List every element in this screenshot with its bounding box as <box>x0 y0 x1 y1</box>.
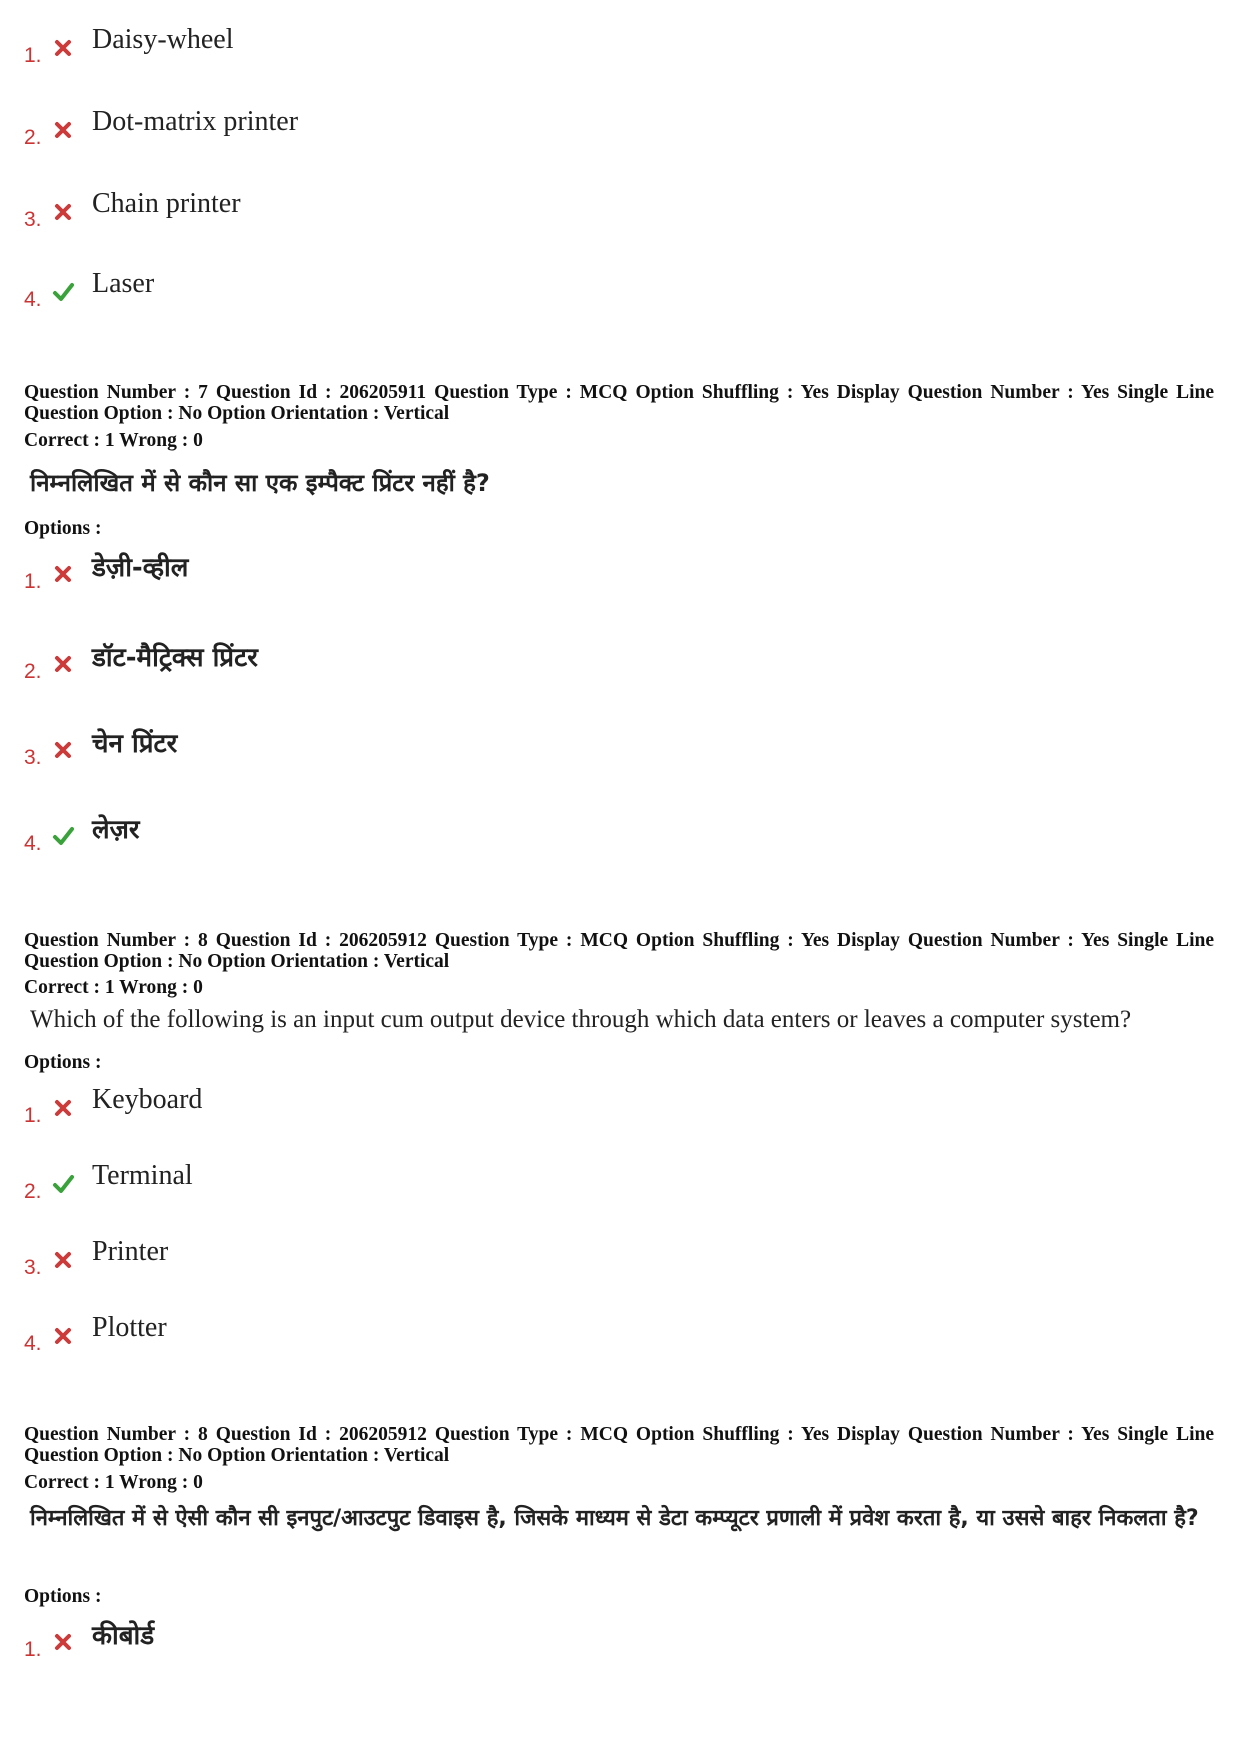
option-item <box>24 106 1204 152</box>
option-number: 1. <box>24 1104 42 1127</box>
options-label: Options : <box>24 518 102 539</box>
options-label: Options : <box>24 1052 102 1073</box>
check-icon <box>52 1173 74 1195</box>
cross-icon <box>52 119 74 141</box>
score-line: Correct : 1 Wrong : 0 <box>24 1472 203 1493</box>
option-number: 2. <box>24 660 42 683</box>
question-text: निम्नलिखित में से ऐसी कौन सी इनपुट/आउटपुट डिवाइस है, जिसके माध्यम से डेटा कम्प्यूटर प्रणाली में प्रवेश करता है, या उससे बाहर निकलता है? <box>30 1506 1199 1531</box>
question-meta: Question Number : 7 Question Id : 206205911 Question Type : MCQ Option Shuffling : Yes Display Question Number : Yes Single Line Question Option : No Option Orientation : Vertical <box>24 382 1214 424</box>
cross-icon <box>52 37 74 59</box>
check-icon <box>52 281 74 303</box>
check-icon <box>52 825 74 847</box>
option-text: Laser <box>92 268 155 299</box>
option-text: Keyboard <box>92 1084 203 1115</box>
option-text: Terminal <box>92 1160 193 1191</box>
option-item <box>24 1621 1204 1664</box>
option-text: कीबोर्ड <box>92 1621 155 1651</box>
option-text: डॉट-मैट्रिक्स प्रिंटर <box>92 643 258 673</box>
question-meta: Question Number : 8 Question Id : 206205912 Question Type : MCQ Option Shuffling : Yes Display Question Number : Yes Single Line Question Option : No Option Orientation : Vertical <box>24 930 1214 972</box>
option-item <box>24 1312 1204 1358</box>
cross-icon <box>52 653 74 675</box>
question-text: निम्नलिखित में से कौन सा एक इम्पैक्ट प्रिंटर नहीं है? <box>30 469 490 497</box>
option-item <box>24 1084 1204 1130</box>
option-text: Printer <box>92 1236 169 1267</box>
option-item <box>24 643 1204 686</box>
option-number: 4. <box>24 288 42 311</box>
cross-icon <box>52 1097 74 1119</box>
cross-icon <box>52 201 74 223</box>
option-number: 2. <box>24 1180 42 1203</box>
options-label: Options : <box>24 1586 102 1607</box>
cross-icon <box>52 1249 74 1271</box>
question-text: Which of the following is an input cum output device through which data enters or leaves a computer system? <box>30 1006 1132 1033</box>
score-line: Correct : 1 Wrong : 0 <box>24 977 203 998</box>
option-number: 3. <box>24 1256 42 1279</box>
option-number: 2. <box>24 126 42 149</box>
option-number: 1. <box>24 570 42 593</box>
option-item <box>24 553 1204 596</box>
option-text: Chain printer <box>92 188 241 219</box>
option-number: 4. <box>24 832 42 855</box>
option-item <box>24 268 1204 314</box>
option-item <box>24 24 1204 70</box>
option-text: Plotter <box>92 1312 167 1343</box>
option-text: Dot-matrix printer <box>92 106 299 137</box>
option-text: चेन प्रिंटर <box>92 729 178 759</box>
option-text: Daisy-wheel <box>92 24 234 55</box>
score-line: Correct : 1 Wrong : 0 <box>24 430 203 451</box>
cross-icon <box>52 1325 74 1347</box>
option-number: 4. <box>24 1332 42 1355</box>
question-meta: Question Number : 8 Question Id : 206205912 Question Type : MCQ Option Shuffling : Yes Display Question Number : Yes Single Line Question Option : No Option Orientation : Vertical <box>24 1424 1214 1466</box>
option-text: लेज़र <box>92 815 140 845</box>
option-item <box>24 188 1204 234</box>
option-number: 3. <box>24 746 42 769</box>
option-text: डेज़ी-व्हील <box>92 553 189 583</box>
option-item <box>24 1160 1204 1206</box>
option-item <box>24 815 1204 858</box>
option-item <box>24 1236 1204 1282</box>
option-number: 3. <box>24 208 42 231</box>
cross-icon <box>52 563 74 585</box>
cross-icon <box>52 739 74 761</box>
option-item <box>24 729 1204 772</box>
option-number: 1. <box>24 1638 42 1661</box>
option-number: 1. <box>24 44 42 67</box>
cross-icon <box>52 1631 74 1653</box>
